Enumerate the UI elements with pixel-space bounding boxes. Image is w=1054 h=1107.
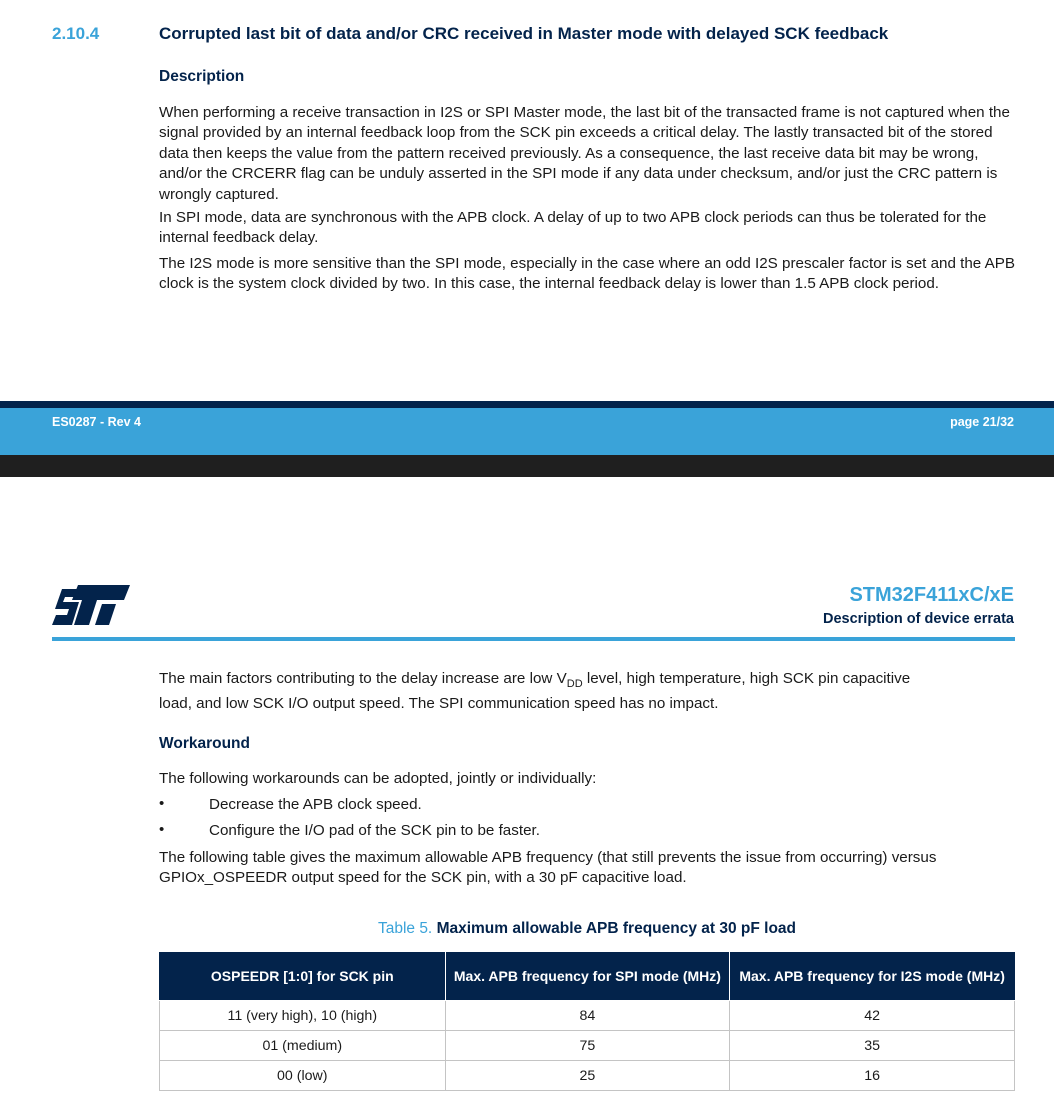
table-cell: 25 bbox=[445, 1061, 730, 1091]
table-row bbox=[160, 1001, 1015, 1031]
table-cell: 84 bbox=[445, 1001, 730, 1031]
bullet-marker: • bbox=[159, 821, 165, 838]
section-title: Corrupted last bit of data and/or CRC received in Master mode with delayed SCK feedback bbox=[159, 24, 889, 43]
bullet-item-2: Configure the I/O pad of the SCK pin to be faster. bbox=[209, 822, 540, 839]
bullet-marker: • bbox=[159, 795, 165, 812]
table-cell: 75 bbox=[445, 1031, 730, 1061]
page-separator bbox=[0, 455, 1054, 477]
table-cell: 01 (medium) bbox=[160, 1031, 446, 1061]
table-caption-number: Table 5. bbox=[377, 920, 433, 937]
table-caption-title: Maximum allowable APB frequency at 30 pF load bbox=[436, 920, 797, 937]
workaround-heading: Workaround bbox=[159, 735, 250, 752]
factors-text-end: level, high temperature, high SCK pin capacitive bbox=[582, 670, 911, 687]
footer-top-rule bbox=[0, 401, 1054, 408]
column-header: Max. APB frequency for SPI mode (MHz) bbox=[445, 953, 730, 1001]
footer-page-number: page 21/32 bbox=[950, 415, 1014, 429]
page-footer bbox=[0, 408, 1054, 455]
bullet-item-1: Decrease the APB clock speed. bbox=[209, 796, 422, 813]
factors-text-line2: load, and low SCK I/O output speed. The SPI communication speed has no impact. bbox=[159, 695, 719, 713]
section-number: 2.10.4 bbox=[52, 24, 100, 43]
table-header-row bbox=[160, 953, 1015, 1001]
table-intro-paragraph: The following table gives the maximum allowable APB frequency (that still prevents the issue from occurring) versus GPIOx_OSPEEDR output speed for the SCK pin, with a 30 pF capacitive load. bbox=[159, 849, 937, 887]
description-paragraph-2: In SPI mode, data are synchronous with the APB clock. A delay of up to two APB clock periods can thus be tolerated for the internal feedback delay. bbox=[159, 209, 987, 247]
vdd-subscript: DD bbox=[566, 678, 583, 690]
table-caption bbox=[159, 920, 1015, 938]
description-paragraph-1: When performing a receive transaction in I2S or SPI Master mode, the last bit of the transacted frame is not captured when the signal provided by an internal feedback loop from the SCK pin exceeds a critical delay. The lastly transacted bit of the stored data then keeps the value from the pattern received previously. As a consequence, the last receive data bit may be wrong, and/or the CRCERR flag can be unduly asserted in the SPI mode if any data under checksum, and/or just the CRC pattern is wrongly captured. bbox=[159, 104, 1010, 203]
table-cell: 16 bbox=[730, 1061, 1015, 1091]
table-cell: 11 (very high), 10 (high) bbox=[160, 1001, 446, 1031]
column-header: OSPEEDR [1:0] for SCK pin bbox=[160, 953, 446, 1001]
apb-frequency-table bbox=[159, 952, 1015, 1091]
table-row bbox=[160, 1061, 1015, 1091]
product-title: STM32F411xC/xE bbox=[849, 584, 1014, 606]
header-rule bbox=[52, 637, 1015, 641]
table-cell: 35 bbox=[730, 1031, 1015, 1061]
table-cell: 00 (low) bbox=[160, 1061, 446, 1091]
workaround-intro: The following workarounds can be adopted, jointly or individually: bbox=[159, 770, 597, 787]
footer-doc-ref: ES0287 - Rev 4 bbox=[52, 415, 141, 429]
table-row bbox=[160, 1031, 1015, 1061]
table-cell: 42 bbox=[730, 1001, 1015, 1031]
factors-text-start: The main factors contributing to the delay increase are low V bbox=[159, 670, 567, 687]
description-heading: Description bbox=[159, 68, 245, 85]
column-header: Max. APB frequency for I2S mode (MHz) bbox=[730, 953, 1015, 1001]
delay-factors-paragraph bbox=[159, 669, 1021, 715]
description-paragraph-3: The I2S mode is more sensitive than the SPI mode, especially in the case where an odd I2S prescaler factor is set and the APB clock is the system clock divided by two. In this case, the internal feedback delay is lower than 1.5 APB clock period. bbox=[159, 255, 1016, 293]
document-subtitle: Description of device errata bbox=[823, 611, 1014, 627]
st-logo-icon bbox=[52, 585, 130, 625]
